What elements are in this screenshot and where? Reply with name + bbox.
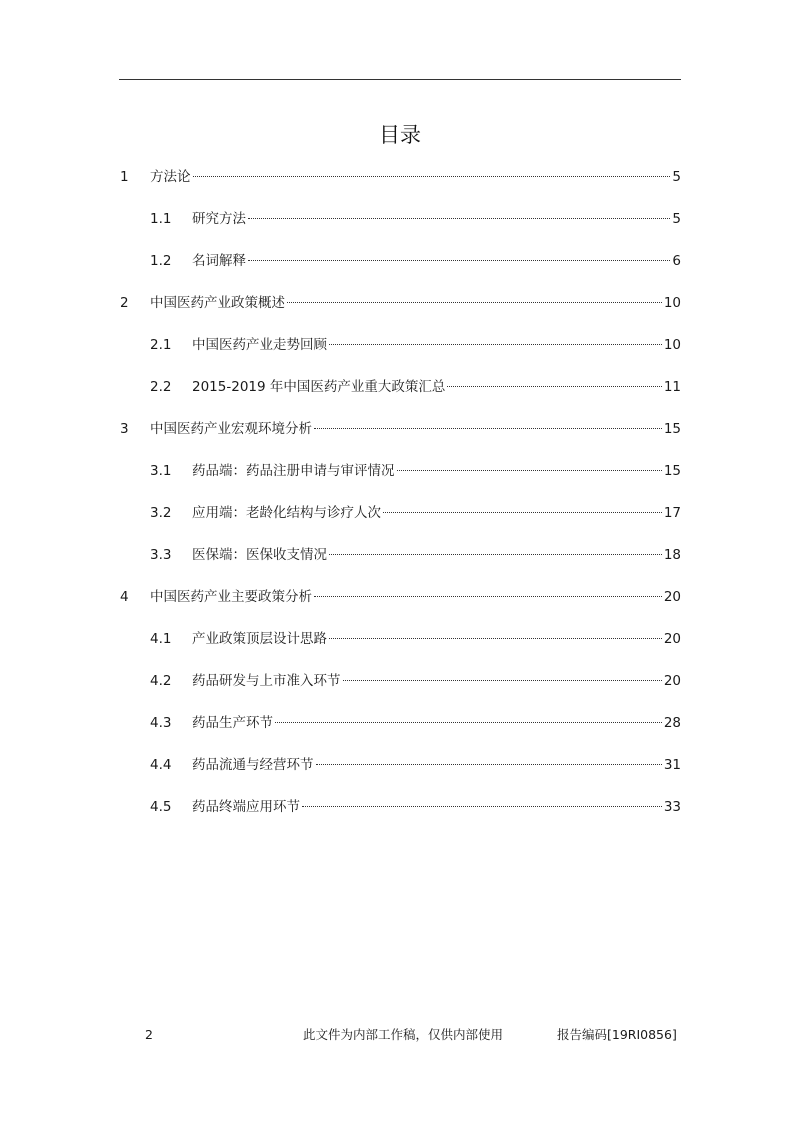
- toc-entry-page: 6: [672, 253, 681, 269]
- toc-entry-text: 应用端：老龄化结构与诊疗人次: [192, 505, 381, 521]
- toc-entry-number: 4.4: [150, 757, 172, 773]
- toc-title: 目录: [379, 123, 421, 147]
- footer-page-number: 2: [145, 1027, 153, 1042]
- toc-dot-leader: [329, 554, 662, 555]
- toc-entry-number: 1: [120, 169, 129, 185]
- toc-entry-number: 4.1: [150, 631, 172, 647]
- toc-dot-leader: [248, 218, 670, 219]
- toc-entry-page: 10: [663, 337, 681, 353]
- toc-entry-page: 15: [663, 421, 681, 437]
- toc-entry-text: 药品生产环节: [192, 715, 273, 731]
- toc-entry-number: 2.1: [150, 337, 172, 353]
- toc-dot-leader: [316, 764, 662, 765]
- toc-entry-text: 中国医药产业宏观环境分析: [150, 421, 312, 437]
- toc-entry-4-5[interactable]: [150, 797, 681, 817]
- toc-entry-4-4[interactable]: [150, 755, 681, 775]
- toc-dot-leader: [447, 386, 661, 387]
- toc-entry-4-2[interactable]: [150, 671, 681, 691]
- toc-dot-leader: [287, 302, 662, 303]
- toc-entry-text: 中国医药产业政策概述: [150, 295, 285, 311]
- toc-entry-number: 3.2: [150, 505, 172, 521]
- toc-entry-page: 33: [663, 799, 681, 815]
- toc-entry-page: 5: [672, 211, 681, 227]
- toc-dot-leader: [314, 596, 662, 597]
- toc-entry-page: 15: [663, 463, 681, 479]
- toc-entry-page: 10: [663, 295, 681, 311]
- toc-entry-text: 方法论: [150, 169, 191, 185]
- toc-entry-page: 11: [663, 379, 681, 395]
- toc-entry-text: 药品终端应用环节: [192, 799, 300, 815]
- toc-entry-number: 1.2: [150, 253, 172, 269]
- toc-entry-number: 2: [120, 295, 129, 311]
- toc-entry-page: 18: [663, 547, 681, 563]
- toc-dot-leader: [383, 512, 662, 513]
- toc-dot-leader: [302, 806, 662, 807]
- toc-entry-number: 3: [120, 421, 129, 437]
- toc-entry-4[interactable]: [120, 587, 681, 607]
- toc-entry-text: 名词解释: [192, 253, 246, 269]
- toc-dot-leader: [193, 176, 671, 177]
- toc-entry-number: 3.3: [150, 547, 172, 563]
- toc-entry-4-1[interactable]: [150, 629, 681, 649]
- toc-entry-text: 药品流通与经营环节: [192, 757, 314, 773]
- toc-entry-number: 3.1: [150, 463, 172, 479]
- header-rule: [119, 79, 681, 80]
- footer-report-code: 报告编码[19RI0856]: [557, 1027, 677, 1042]
- toc-entry-page: 5: [672, 169, 681, 185]
- toc-entry-4-3[interactable]: [150, 713, 681, 733]
- toc-entry-page: 20: [663, 631, 681, 647]
- toc-entry-1-1[interactable]: [150, 209, 681, 229]
- toc-entry-text: 2015-2019 年中国医药产业重大政策汇总: [192, 379, 446, 395]
- toc-dot-leader: [275, 722, 662, 723]
- toc-entry-number: 4.2: [150, 673, 172, 689]
- toc-entry-3-2[interactable]: [150, 503, 681, 523]
- toc-entry-text: 医保端：医保收支情况: [192, 547, 327, 563]
- toc-entry-2[interactable]: [120, 293, 681, 313]
- toc-dot-leader: [248, 260, 670, 261]
- toc-entry-number: 1.1: [150, 211, 172, 227]
- toc-entry-2-1[interactable]: [150, 335, 681, 355]
- toc-entry-1-2[interactable]: [150, 251, 681, 271]
- toc-entry-2-2[interactable]: [150, 377, 681, 397]
- toc-entry-text: 中国医药产业主要政策分析: [150, 589, 312, 605]
- toc-entry-number: 4.5: [150, 799, 172, 815]
- toc-entry-3-3[interactable]: [150, 545, 681, 565]
- toc-entry-page: 31: [663, 757, 681, 773]
- toc-entry-text: 研究方法: [192, 211, 246, 227]
- toc-dot-leader: [329, 344, 662, 345]
- toc-entry-page: 20: [663, 589, 681, 605]
- toc-entry-number: 2.2: [150, 379, 172, 395]
- toc-entry-1[interactable]: [120, 167, 681, 187]
- toc-entry-text: 药品端：药品注册申请与审评情况: [192, 463, 395, 479]
- toc-entry-number: 4.3: [150, 715, 172, 731]
- toc-dot-leader: [397, 470, 662, 471]
- toc-entry-3-1[interactable]: [150, 461, 681, 481]
- toc-dot-leader: [329, 638, 662, 639]
- toc-dot-leader: [343, 680, 662, 681]
- toc-entry-page: 28: [663, 715, 681, 731]
- footer-confidential-notice: 此文件为内部工作稿，仅供内部使用: [303, 1027, 504, 1042]
- toc-entry-page: 20: [663, 673, 681, 689]
- toc-entry-page: 17: [663, 505, 681, 521]
- toc-dot-leader: [314, 428, 662, 429]
- toc-entry-text: 产业政策顶层设计思路: [192, 631, 327, 647]
- toc-entry-text: 中国医药产业走势回顾: [192, 337, 327, 353]
- toc-entry-number: 4: [120, 589, 129, 605]
- toc-entry-text: 药品研发与上市准入环节: [192, 673, 341, 689]
- toc-entry-3[interactable]: [120, 419, 681, 439]
